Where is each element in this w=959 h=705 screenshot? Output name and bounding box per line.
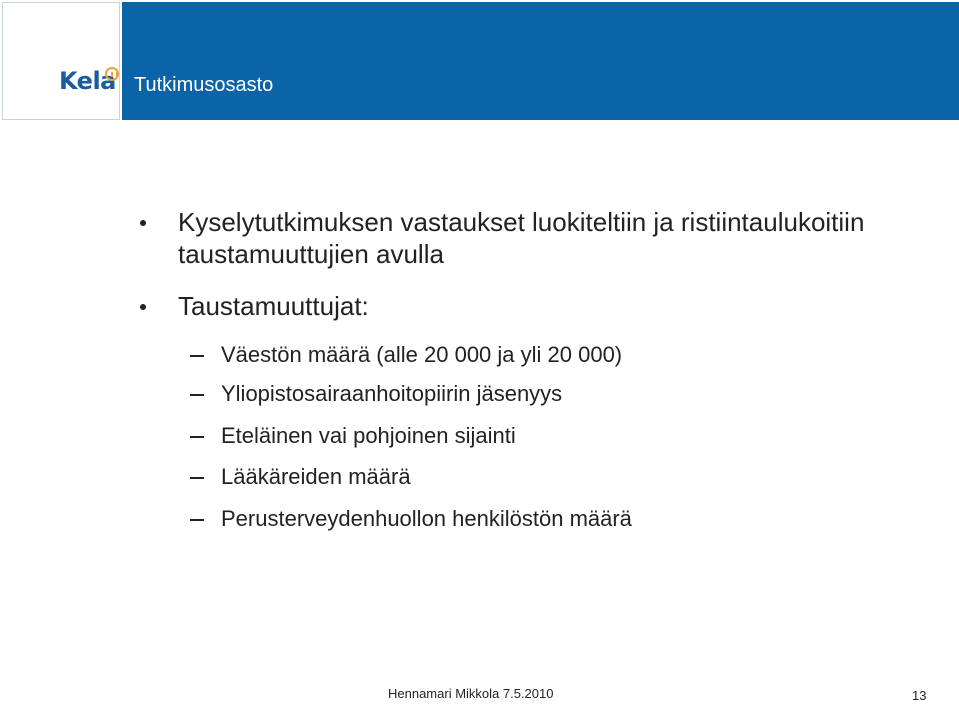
bullet-item — [140, 206, 920, 270]
dash-icon — [190, 355, 204, 357]
dash-icon — [190, 436, 204, 438]
sub-bullet-item — [190, 380, 930, 408]
sub-bullet-item — [190, 505, 930, 533]
sub-bullet-item — [190, 341, 930, 369]
bullet-text: Kyselytutkimuksen vastaukset luokiteltiin ja ristiintaulukoitiin taustamuuttujien avulla — [178, 207, 865, 269]
sub-bullet-text: Väestön määrä (alle 20 000 ja yli 20 000) — [221, 342, 623, 367]
sub-bullet-text: Yliopistosairaanhoitopiirin jäsenyys — [221, 381, 563, 406]
bullet-item — [140, 290, 920, 322]
sub-bullet-text: Lääkäreiden määrä — [221, 464, 411, 489]
sub-bullet-text: Eteläinen vai pohjoinen sijainti — [221, 423, 516, 448]
footer-author-date: Hennamari Mikkola 7.5.2010 — [388, 686, 554, 701]
bullet-text: Taustamuuttujat: — [178, 291, 369, 321]
dash-icon — [190, 519, 204, 521]
sub-bullet-item — [190, 463, 930, 491]
dash-icon — [190, 394, 204, 396]
sub-bullet-item — [190, 422, 930, 450]
dash-icon — [190, 477, 204, 479]
bullet-dot-icon — [140, 220, 146, 226]
logo-text: Kela — [59, 67, 116, 95]
bullet-dot-icon — [140, 304, 146, 310]
sub-bullet-text: Perusterveydenhuollon henkilöstön määrä — [221, 506, 632, 531]
department-title: Tutkimusosasto — [134, 74, 274, 96]
page-number: 13 — [912, 688, 927, 703]
